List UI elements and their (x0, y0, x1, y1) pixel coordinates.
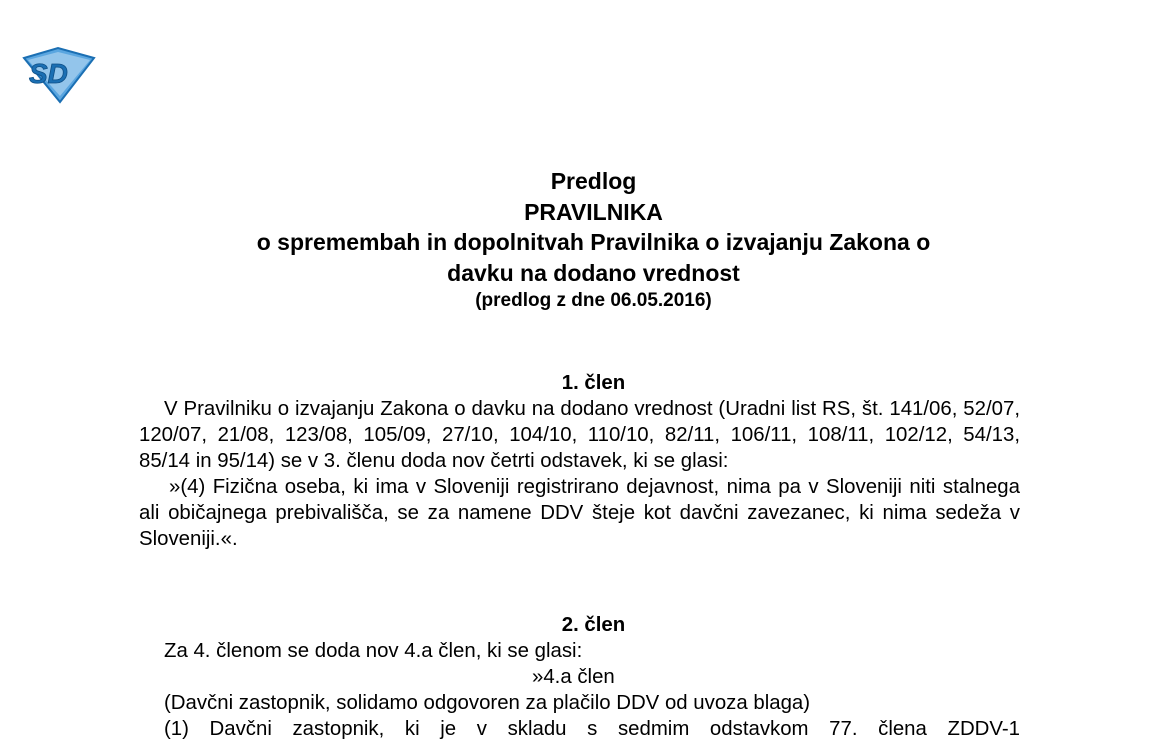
title-line-4: davku na dodano vrednost (447, 259, 740, 286)
title-line-1: Predlog (550, 168, 637, 194)
title-line-2: PRAVILNIKA (524, 198, 663, 225)
article-2-line-1: Za 4. členom se doda nov 4.a člen, ki se glasi: (164, 640, 583, 662)
svg-text:SD: SD (29, 58, 68, 89)
title-date: (predlog z dne 06.05.2016) (475, 290, 712, 311)
logo-icon (20, 46, 96, 104)
article-1-heading: 1. člen (561, 372, 626, 394)
article-2-line-3: (Davčni zastopnik, solidamo odgovoren za plačilo DDV od uvoza blaga) (164, 692, 811, 714)
title-line-3: o spremembah in dopolnitvah Pravilnika o izvajanju Zakona o (256, 229, 931, 255)
document-title (0, 166, 1157, 314)
article-1-body (139, 396, 1020, 552)
article-1-paragraph-1: V Pravilniku o izvajanju Zakona o davku na dodano vrednost (Uradni list RS, št. 141/06, 52/07, 120/07, 21/08, 123/08, 105/09, 27/10, 104/10, 110/10, 82/11, 106/11, 108/11, 102/12, 54/13, 85/14 in 95/14) se v 3. členu doda nov četrti odstavek, ki se glasi: (139, 398, 1020, 472)
article-1-paragraph-2: »(4) Fizična oseba, ki ima v Sloveniji registrirano dejavnost, nima pa v Sloveniji niti stalnega ali običajnega prebivališča, se za namene DDV šteje kot davčni zavezanec, ki nima sedeža v Sloveniji.«. (139, 476, 1020, 550)
article-2-heading: 2. člen (561, 614, 626, 636)
article-2-line-4: (1) Davčni zastopnik, ki je v skladu s sedmim odstavkom 77. člena ZDDV-1 (164, 718, 1020, 740)
article-2-new-article-title: »4.a člen (532, 666, 615, 688)
